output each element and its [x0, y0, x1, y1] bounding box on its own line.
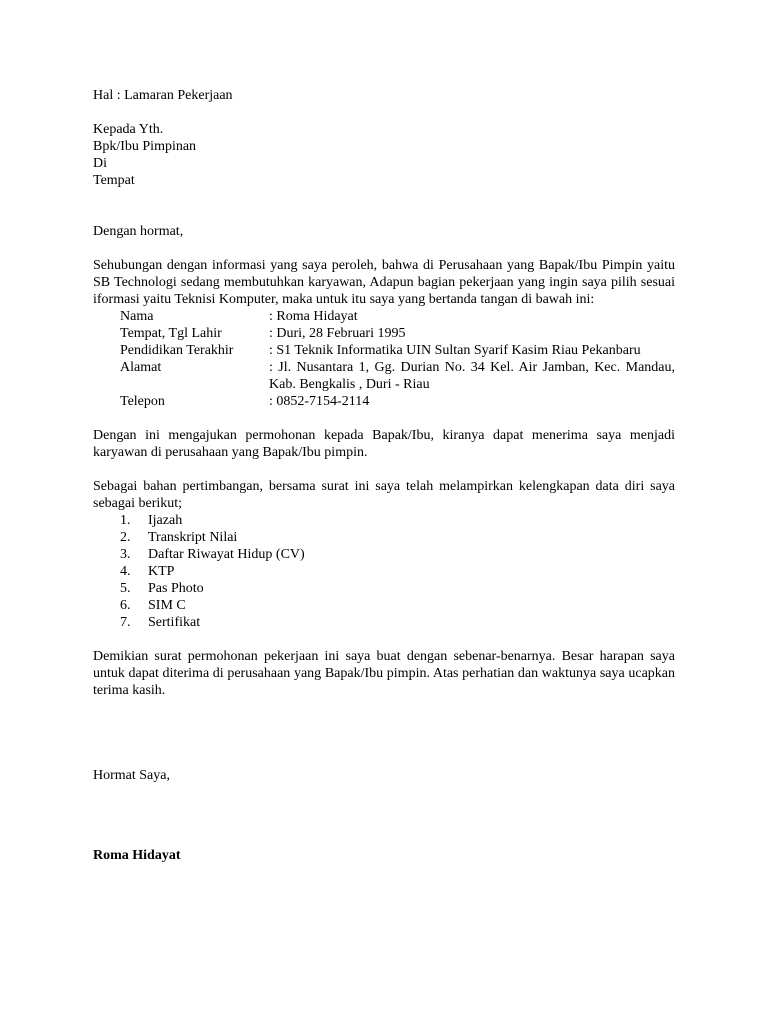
- list-item-number: 3.: [120, 547, 131, 562]
- list-item-number: 1.: [120, 513, 131, 528]
- list-item: [93, 529, 675, 546]
- personal-data-row: [120, 359, 675, 393]
- personal-data-row: [120, 393, 675, 410]
- list-item-text: SIM C: [148, 598, 186, 613]
- list-item-text: Pas Photo: [148, 581, 204, 596]
- list-item: [93, 512, 675, 529]
- recipient-block: [93, 121, 675, 189]
- recipient-line-4: Tempat: [93, 173, 135, 188]
- personal-data-row: [120, 308, 675, 325]
- list-item-number: 4.: [120, 564, 131, 579]
- personal-data-label: Tempat, Tgl Lahir: [120, 326, 222, 341]
- personal-data-row: [120, 325, 675, 342]
- list-item: [93, 597, 675, 614]
- personal-data-row: [120, 342, 675, 359]
- personal-data-value: : Duri, 28 Februari 1995: [269, 326, 406, 341]
- salutation: Dengan hormat,: [93, 224, 184, 239]
- list-item-number: 2.: [120, 530, 131, 545]
- list-item-text: Sertifikat: [148, 615, 201, 630]
- personal-data-label: Alamat: [120, 360, 162, 375]
- list-item: [93, 546, 675, 563]
- personal-data-table: [120, 308, 675, 410]
- recipient-line-2: Bpk/Ibu Pimpinan: [93, 139, 197, 154]
- personal-data-label: Telepon: [120, 394, 165, 409]
- attachments-list: [93, 512, 675, 631]
- list-item-text: Transkript Nilai: [148, 530, 238, 545]
- list-item-text: Daftar Riwayat Hidup (CV): [148, 547, 305, 562]
- personal-data-label: Pendidikan Terakhir: [120, 343, 234, 358]
- list-item-text: Ijazah: [148, 513, 183, 528]
- list-item: [93, 563, 675, 580]
- list-item: [93, 580, 675, 597]
- personal-data-label: Nama: [120, 309, 154, 324]
- letter-subject: Hal : Lamaran Pekerjaan: [93, 88, 233, 103]
- list-item-text: KTP: [148, 564, 175, 579]
- intro-paragraph: Sehubungan dengan informasi yang saya peroleh, bahwa di Perusahaan yang Bapak/Ibu Pimpin yaitu SB Technologi sedang membutuhkan karyawan, Adapun bagian pekerjaan yang ingin saya pilih sesuai iformasi yaitu Teknisi Komputer, maka untuk itu saya yang bertanda tangan di bawah ini:: [93, 258, 675, 307]
- attachments-intro: Sebagai bahan pertimbangan, bersama surat ini saya telah melampirkan kelengkapan data diri saya sebagai berikut;: [93, 479, 675, 511]
- recipient-line-1: Kepada Yth.: [93, 122, 164, 137]
- list-item-number: 7.: [120, 615, 131, 630]
- sign-off: Hormat Saya,: [93, 768, 170, 783]
- closing-paragraph: Demikian surat permohonan pekerjaan ini saya buat dengan sebenar-benarnya. Besar harapan saya untuk dapat diterima di perusahaan yang Bapak/Ibu pimpin. Atas perhatian dan waktunya saya ucapkan terima kasih.: [93, 649, 675, 698]
- recipient-line-3: Di: [93, 156, 107, 171]
- list-item-number: 5.: [120, 581, 131, 596]
- list-item-number: 6.: [120, 598, 131, 613]
- list-item: [93, 614, 675, 631]
- letter-page: [93, 87, 675, 864]
- personal-data-value: : Jl. Nusantara 1, Gg. Durian No. 34 Kel. Air Jamban, Kec. Mandau, Kab. Bengkalis , Duri - Riau: [269, 360, 675, 392]
- personal-data-value: : Roma Hidayat: [269, 309, 358, 324]
- personal-data-value: : 0852-7154-2114: [269, 394, 370, 409]
- personal-data-value: : S1 Teknik Informatika UIN Sultan Syarif Kasim Riau Pekanbaru: [269, 343, 641, 358]
- signer-name: Roma Hidayat: [93, 848, 181, 863]
- request-paragraph: Dengan ini mengajukan permohonan kepada Bapak/Ibu, kiranya dapat menerima saya menjadi karyawan di perusahaan yang Bapak/Ibu pimpin.: [93, 428, 675, 460]
